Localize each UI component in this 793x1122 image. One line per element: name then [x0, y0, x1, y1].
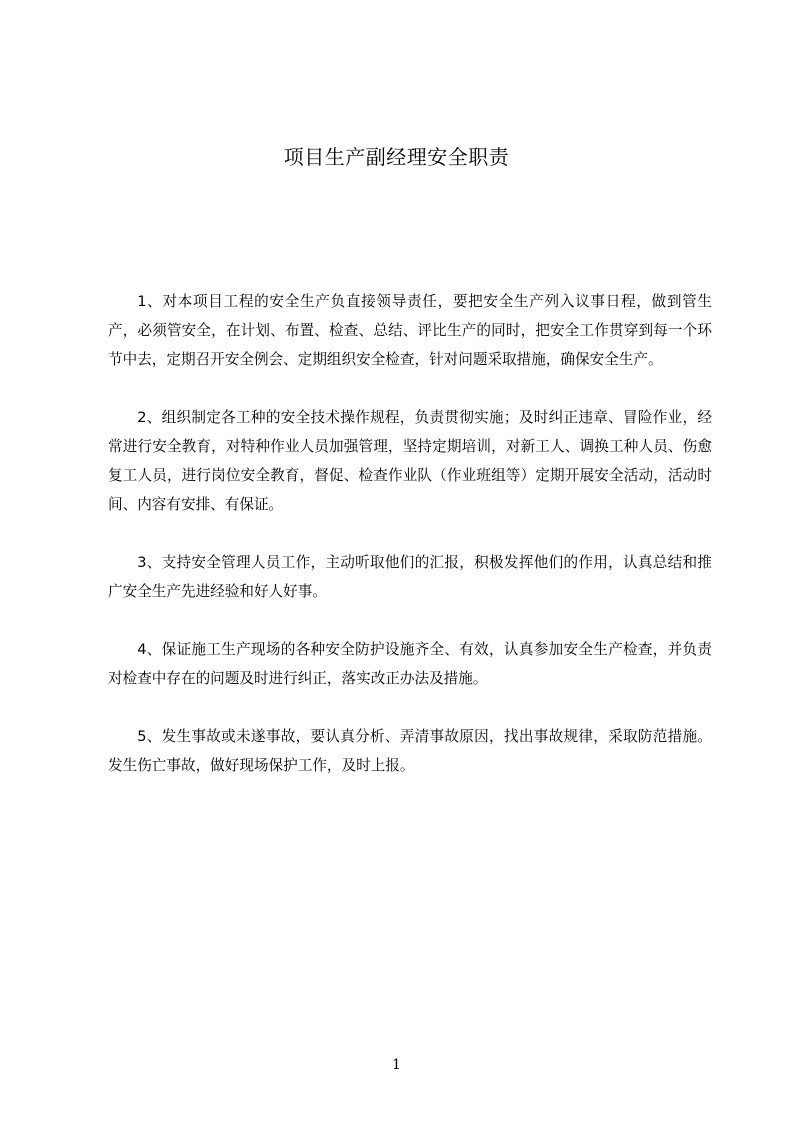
document-title: 项目生产副经理安全职责: [283, 145, 510, 169]
paragraph-3: 3、支持安全管理人员工作，主动听取他们的汇报，积极发挥他们的作用，认真总结和推广安全生产先进经验和好人好事。: [108, 554, 712, 600]
page-number: 1: [392, 1057, 401, 1073]
document-body: [108, 287, 712, 809]
paragraph-1: 1、对本项目工程的安全生产负直接领导责任，要把安全生产列入议事日程，做到管生产，必须管安全，在计划、布置、检查、总结、评比生产的同时，把安全工作贯穿到每一个环节中去，定期召开安全例会、定期组织安全检查，针对问题采取措施，确保安全生产。: [108, 293, 712, 368]
paragraph-4: 4、保证施工生产现场的各种安全防护设施齐全、有效，认真参加安全生产检查，并负责对检查中存在的问题及时进行纠正，落实改正办法及措施。: [108, 641, 712, 687]
paragraph-2: 2、组织制定各工种的安全技术操作规程，负责贯彻实施；及时纠正违章、冒险作业，经常进行安全教育，对特种作业人员加强管理，坚持定期培训，对新工人、调换工种人员、伤愈复工人员，进行岗位安全教育，督促、检查作业队（作业班组等）定期开展安全活动，活动时间、内容有安排、有保证。: [108, 409, 712, 513]
paragraph-5: 5、发生事故或未遂事故，要认真分析、弄清事故原因，找出事故规律，采取防范措施。发生伤亡事故，做好现场保护工作，及时上报。: [108, 728, 712, 774]
